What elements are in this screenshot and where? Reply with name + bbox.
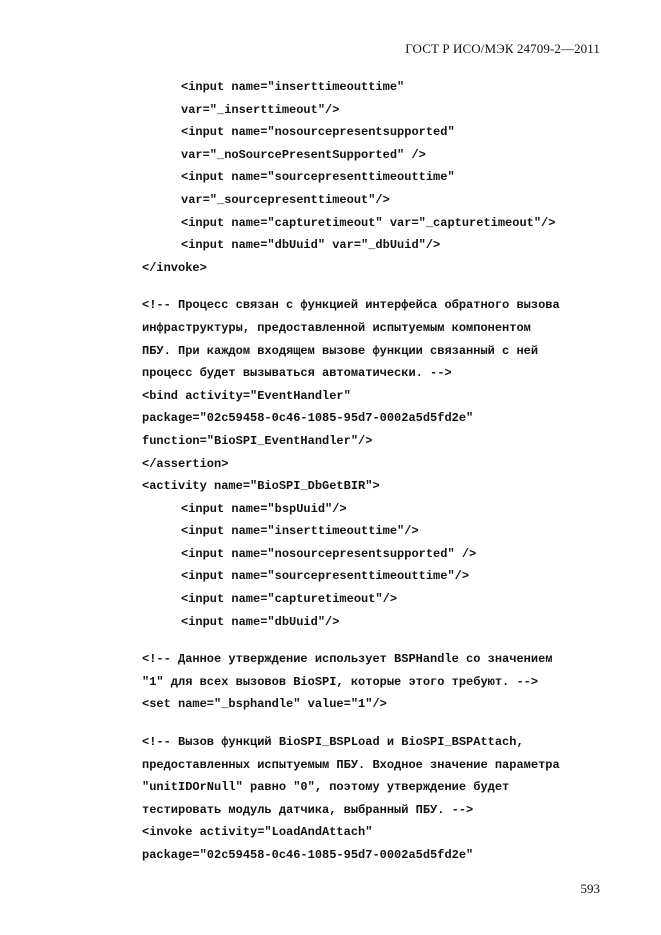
code-comment-line: <!-- Процесс связан с функцией интерфейса обратного вызова (142, 298, 560, 313)
page-number: 593 (580, 881, 600, 896)
code-line: </assertion> (142, 456, 229, 471)
document-header: ГОСТ Р ИСО/МЭК 24709-2—2011 (405, 41, 600, 56)
code-comment-line: ПБУ. При каждом входящем вызове функции связанный с ней (142, 343, 539, 358)
code-line: <input name="inserttimeouttime" (181, 80, 405, 94)
code-line: package="02c59458-0c46-1085-95d7-0002a5d5fd2e" (142, 848, 474, 862)
code-comment-line: <!-- Вызов функций BioSPI_BSPLoad и BioSPI_BSPAttach, (142, 735, 524, 750)
code-line: <input name="capturetimeout" var="_capturetimeout"/> (181, 215, 556, 230)
code-line: <invoke activity="LoadAndAttach" (142, 825, 373, 840)
code-line: var="_inserttimeout"/> (181, 102, 340, 117)
code-comment-line: <!-- Данное утверждение использует BSPHandle со значением (142, 652, 553, 667)
code-line: <input name="dbUuid"/> (181, 614, 340, 629)
code-line: <input name="sourcepresenttimeouttime"/> (181, 569, 470, 584)
code-comment-line: предоставленных испытуемым ПБУ. Входное значение параметра (142, 757, 560, 772)
code-comment-line: "unitIDOrNull" равно "0", поэтому утверждение будет (142, 780, 510, 795)
code-comment-line: "1" для всех вызовов BioSPI, которые этого требуют. --> (142, 674, 539, 689)
code-line: <input name="nosourcepresentsupported" (181, 125, 455, 140)
code-line: <input name="nosourcepresentsupported" /> (181, 546, 477, 561)
paragraph-gap (142, 279, 612, 294)
paragraph-gap (142, 633, 612, 648)
code-line: <input name="bspUuid"/> (181, 501, 347, 516)
code-line: <bind activity="EventHandler" (142, 388, 351, 403)
code-listing (142, 76, 612, 867)
code-line: <activity name="BioSPI_DbGetBIR"> (142, 479, 380, 494)
code-line: var="_sourcepresenttimeout"/> (181, 192, 390, 207)
code-line: function="BioSPI_EventHandler"/> (142, 433, 373, 448)
code-line: <input name="capturetimeout"/> (181, 592, 398, 607)
code-line: <set name="_bsphandle" value="1"/> (142, 697, 387, 712)
code-line: <input name="dbUuid" var="_dbUuid"/> (181, 238, 441, 253)
code-line: <input name="sourcepresenttimeouttime" (181, 170, 455, 185)
code-comment-line: инфраструктуры, предоставленной испытуемым компонентом (142, 320, 531, 335)
code-line: var="_noSourcePresentSupported" /> (181, 147, 426, 162)
code-line: </invoke> (142, 260, 207, 275)
code-comment-line: тестировать модуль датчика, выбранный ПБУ. --> (142, 802, 474, 817)
code-comment-line: процесс будет вызываться автоматически. --> (142, 366, 452, 381)
code-line: <input name="inserttimeouttime"/> (181, 524, 419, 539)
paragraph-gap (142, 716, 612, 731)
code-line: package="02c59458-0c46-1085-95d7-0002a5d5fd2e" (142, 411, 474, 426)
